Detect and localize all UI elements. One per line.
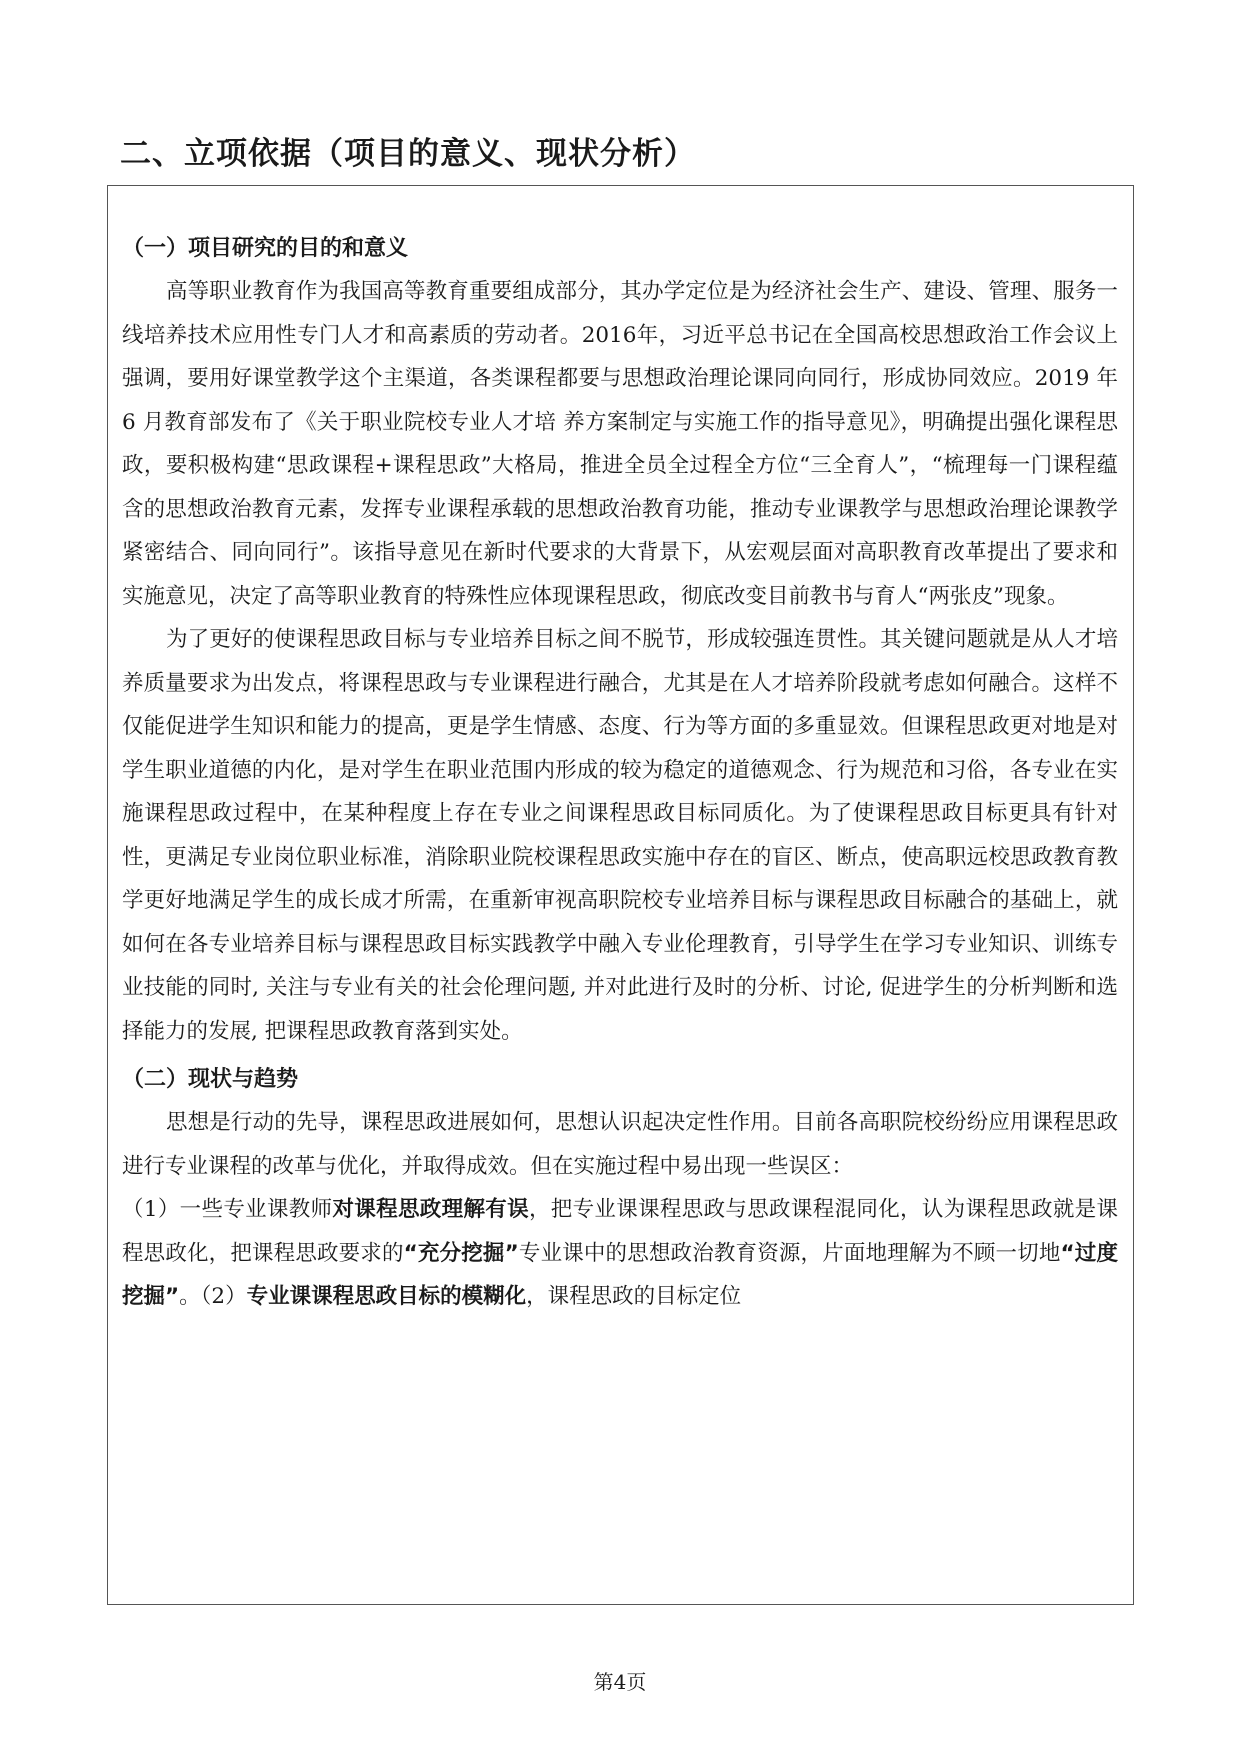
- emphasis-text: 对课程思政理解有误: [332, 1197, 529, 1222]
- emphasis-text: “过度挖掘”: [122, 1240, 1118, 1309]
- paragraph: [122, 1188, 1118, 1319]
- subsection-heading: （一）项目研究的目的和意义: [122, 236, 409, 261]
- frame-content: [122, 232, 1118, 1319]
- text-run: （1）一些专业课教师: [122, 1197, 333, 1222]
- paragraph: 思想是行动的先导，课程思政进展如何，思想认识起决定性作用。目前各高职院校纷纷应用课程思政进行专业课程的改革与优化，并取得成效。但在实施过程中易出现一些误区：: [122, 1110, 1118, 1179]
- paragraph: 为了更好的使课程思政目标与专业培养目标之间不脱节，形成较强连贯性。其关键问题就是从人才培养质量要求为出发点，将课程思政与专业课程进行融合，尤其是在人才培养阶段就考虑如何融合。这样不仅能促进学生知识和能力的提高，更是学生情感、态度、行为等方面的多重显效。但课程思政更对地是对学生职业道德的内化，是对学生在职业范围内形成的较为稳定的道德观念、行为规范和习俗，各专业在实施课程思政过程中，在某种程度上存在专业之间课程思政目标同质化。为了使课程思政目标更具有针对性，更满足专业岗位职业标准，消除职业院校课程思政实施中存在的盲区、断点，使高职远校思政教育教学更好地满足学生的成长成才所需，在重新审视高职院校专业培养目标与课程思政目标融合的基础上，就如何在各专业培养目标与课程思政目标实践教学中融入专业伦理教育，引导学生在学习专业知识、训练专业技能的同时, 关注与专业有关的社会伦理问题, 并对此进行及时的分析、讨论, 促进学生的分析判断和选择能力的发展, 把课程思政教育落到实处。: [122, 627, 1118, 1044]
- page-number: 第4页: [593, 1670, 647, 1694]
- spacer: [122, 1053, 1118, 1063]
- subsection-heading: （二）现状与趋势: [122, 1067, 299, 1092]
- emphasis-text: “充分挖掘”: [403, 1240, 519, 1266]
- section-title: 二、立项依据（项目的意义、现状分析）: [120, 136, 696, 172]
- text-run: 。（2）: [179, 1284, 247, 1309]
- text-run: 专业课中的思想政治教育资源，片面地理解为不顾一切地: [518, 1240, 1061, 1266]
- text-run: ，课程思政的目标定位: [526, 1284, 742, 1309]
- paragraph: 高等职业教育作为我国高等教育重要组成部分，其办学定位是为经济社会生产、建设、管理、服务一线培养技术应用性专门人才和高素质的劳动者。2016年，习近平总书记在全国高校思想政治工作会议上强调，要用好课堂教学这个主渠道，各类课程都要与思想政治理论课同向同行，形成协同效应。2019 年 6 月教育部发布了《关于职业院校专业人才培 养方案制定与实施工作的指导意见》，明确提出强化课程思政，要积极构建“思政课程+课程思政”大格局，推进全员全过程全方位“三全育人”，“梳理每一门课程蕴含的思想政治教育元素，发挥专业课程承载的思想政治教育功能，推动专业课教学与思想政治理论课教学紧密结合、同向同行”。该指导意见在新时代要求的大背景下，从宏观层面对高职教育改革提出了要求和实施意见，决定了高等职业教育的特殊性应体现课程思政，彻底改变目前教书与育人“两张皮”现象。: [122, 279, 1118, 609]
- text-run: ，把专业课课程思政与思政课程混同化，认为课程思政就是课程思政化，把课程思政要求的: [122, 1197, 1118, 1266]
- emphasis-text: 专业课课程思政目标的模糊化: [246, 1284, 527, 1309]
